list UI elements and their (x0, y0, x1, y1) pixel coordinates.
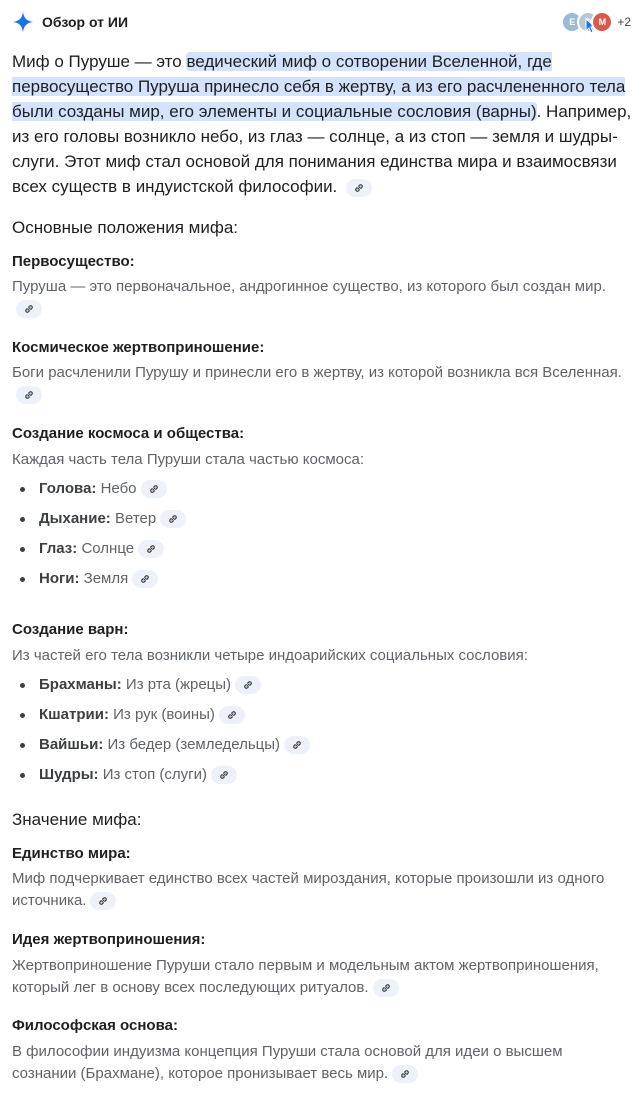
item-title: Единство мира: (12, 845, 131, 862)
sources-button[interactable] (561, 11, 631, 33)
link-icon[interactable] (284, 736, 310, 754)
link-icon[interactable] (16, 300, 42, 318)
item-title: Идея жертвоприношения: (12, 931, 206, 948)
link-icon[interactable] (132, 570, 158, 588)
header-title: Обзор от ИИ (42, 14, 129, 30)
item-title: Создание космоса и общества: (12, 425, 245, 442)
list-item: Глаз: Солнце (20, 538, 164, 560)
item-text: Боги расчленили Пурушу и принесли его в жертву, из которой возникла вся Вселенная. (12, 362, 622, 406)
link-icon[interactable] (219, 706, 245, 724)
link-icon[interactable] (346, 179, 372, 197)
section-heading: Основные положения мифа: (12, 218, 239, 237)
intro-highlight: ведический миф о сотворении Вселенной, где первосущество Пуруша принесло себя в жертву, а из его расчлененного тела были созданы мир, его элементы и социальные сословия (варны) (12, 52, 626, 121)
item-title: Философская основа: (12, 1017, 178, 1034)
link-icon[interactable] (160, 510, 186, 528)
link-icon[interactable] (373, 979, 399, 997)
link-icon[interactable] (211, 766, 237, 784)
section-heading: Значение мифа: (12, 810, 142, 829)
link-icon[interactable] (90, 892, 116, 910)
ai-overview-header (12, 11, 631, 35)
list-item: Вайшьи: Из бедер (земледельцы) (20, 734, 310, 756)
link-icon[interactable] (235, 676, 261, 694)
list-item: Ноги: Земля (20, 568, 158, 590)
item-text: Миф подчеркивает единство всех частей мироздания, которые произошли из одного источника. (12, 870, 605, 909)
item-title: Первосущество: (12, 253, 135, 270)
list-item: Брахманы: Из рта (жрецы) (20, 674, 261, 696)
list-item: Шудры: Из стоп (слуги) (20, 764, 237, 786)
item-text: Каждая часть тела Пуруши стала частью космоса: (12, 451, 364, 468)
source-favicon: M (591, 11, 613, 33)
intro-lead: Миф о Пуруше — это (12, 52, 187, 71)
list-item: Кшатрии: Из рук (воины) (20, 704, 245, 726)
list-item: Голова: Небо (20, 478, 167, 500)
item-text: В философии индуизма концепция Пуруши стала основой для идеи о высшем сознании (Брахмане), которое пронизывает весь мир. (12, 1043, 563, 1082)
link-icon[interactable] (392, 1065, 418, 1083)
item-text: Из частей его тела возникли четыре индоарийских социальных сословия: (12, 647, 528, 664)
item-title: Создание варн: (12, 621, 129, 638)
link-icon[interactable] (138, 540, 164, 558)
item-text: Жертвоприношение Пуруши стало первым и модельным актом жертвоприношения, который лег в основу всех последующих ритуалов. (12, 957, 599, 996)
item-title: Космическое жертвоприношение: (12, 339, 265, 356)
link-icon[interactable] (16, 386, 42, 404)
list-item: Дыхание: Ветер (20, 508, 186, 530)
link-icon[interactable] (141, 480, 167, 498)
intro-rest: . Например, из его головы возникло небо, из глаз — солнце, а из стоп — земля и шудры-слуги. Этот миф стал основой для понимания единства мира и взаимосвязи всех существ в индуистской философии. (12, 102, 632, 196)
sparkle-icon (12, 11, 34, 33)
source-favicon: E (561, 11, 583, 33)
item-text: Пуруша — это первоначальное, андрогинное существо, из которого был создан мир. (12, 276, 622, 320)
intro-paragraph (12, 49, 632, 199)
sources-more-count: +2 (617, 15, 631, 29)
